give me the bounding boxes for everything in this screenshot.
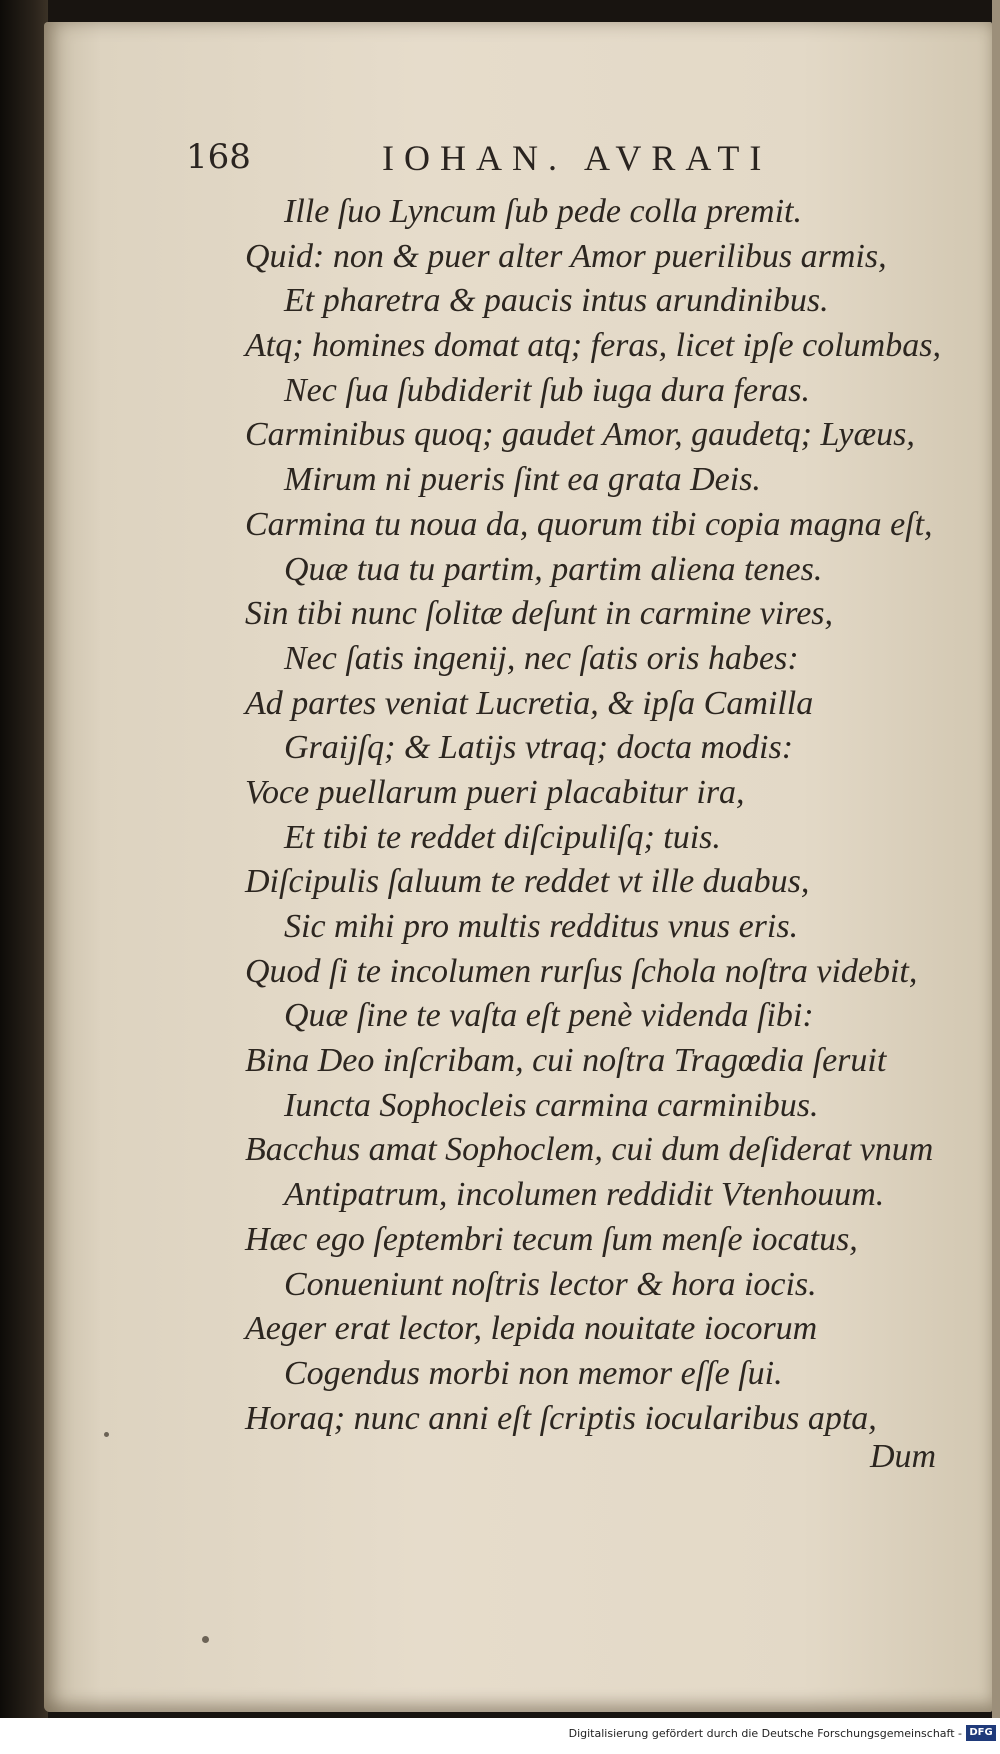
verse-line: Sic mihi pro multis redditus vnus eris.	[284, 908, 799, 945]
verse-line: Nec ſua ſubdiderit ſub iuga dura feras.	[284, 371, 811, 409]
verse-line: Antipatrum, incolumen reddidit Vtenhouum.	[284, 1176, 885, 1214]
digitization-footer	[0, 1718, 1000, 1754]
poem-text	[44, 190, 992, 1441]
verse-line: Mirum ni pueris ſint ea grata Deis.	[284, 461, 761, 499]
verse-line: Quod ſi te incolumen rurſus ſchola noſtra videbit,	[245, 952, 918, 990]
verse-line: Ille ſuo Lyncum ſub pede colla premit.	[284, 193, 803, 230]
verse-line: Horaq; nunc anni eſt ſcriptis iocularibus apta,	[245, 1399, 877, 1437]
verse-line: Graijſq; & Latijs vtraq; docta modis:	[284, 729, 794, 767]
paper-spot	[202, 1636, 209, 1643]
verse-line: Aeger erat lector, lepida nouitate iocorum	[245, 1310, 818, 1348]
verse-line: Quæ tua tu partim, partim aliena tenes.	[284, 550, 823, 588]
verse-line: Voce puellarum pueri placabitur ira,	[245, 773, 745, 811]
page-header	[44, 127, 992, 187]
verse-line: Diſcipulis ſaluum te reddet vt ille duabus,	[245, 863, 810, 901]
verse-line: Cogendus morbi non memor eſſe ſui.	[284, 1354, 783, 1392]
verse-line: Et tibi te reddet diſcipuliſq; tuis.	[284, 818, 721, 856]
funding-credit: Digitalisierung gefördert durch die Deutsche Forschungsgemeinschaft -	[568, 1727, 962, 1740]
verse-line: Hæc ego ſeptembri tecum ſum menſe iocatus,	[245, 1220, 858, 1258]
verse-line: Et pharetra & paucis intus arundinibus.	[284, 282, 829, 320]
verse-line: Carminibus quoq; gaudet Amor, gaudetq; Lyæus,	[245, 416, 915, 454]
verse-line: Ad partes veniat Lucretia, & ipſa Camilla	[245, 684, 814, 722]
verse-line: Bacchus amat Sophoclem, cui dum deſiderat vnum	[245, 1131, 934, 1169]
verse-line: Bina Deo inſcribam, cui noſtra Tragœdia ſeruit	[245, 1042, 887, 1080]
verse-line: Atq; homines domat atq; feras, licet ipſe columbas,	[245, 327, 941, 365]
verse-line: Sin tibi nunc ſolitæ deſunt in carmine vires,	[245, 595, 834, 633]
book-gutter-shadow	[0, 0, 48, 1754]
paper-spot	[104, 1432, 109, 1437]
verse-line: Quæ ſine te vaſta eſt penè videnda ſibi:	[284, 997, 814, 1035]
catchword: Dum	[870, 1438, 937, 1475]
verse-line: Nec ſatis ingenij, nec ſatis oris habes:	[284, 639, 799, 677]
dfg-logo-icon: DFG	[966, 1725, 996, 1741]
page-number: 168	[186, 137, 251, 177]
book-page	[44, 22, 992, 1712]
verse-line: Quid: non & puer alter Amor puerilibus armis,	[245, 237, 887, 275]
page-edge	[992, 0, 1000, 1754]
verse-line: Carmina tu noua da, quorum tibi copia magna eſt,	[245, 505, 933, 543]
running-head: IOHAN. AVRATI	[382, 138, 772, 178]
verse-line: Iuncta Sophocleis carmina carminibus.	[284, 1086, 819, 1124]
verse-line: Conueniunt noſtris lector & hora iocis.	[284, 1265, 817, 1303]
